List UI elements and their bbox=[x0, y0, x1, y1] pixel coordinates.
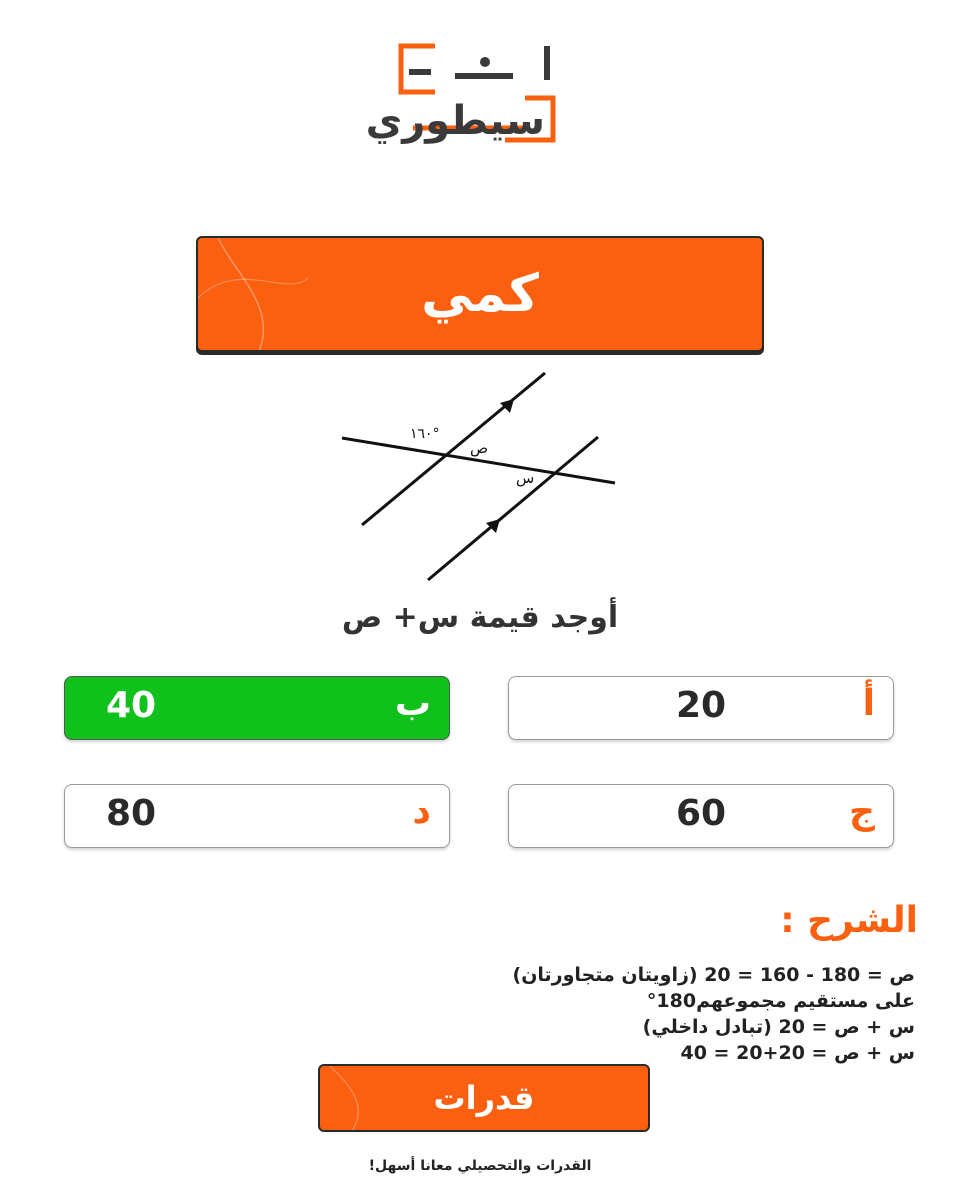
arrow-icon bbox=[500, 399, 514, 413]
section-button-label: قدرات bbox=[433, 1079, 535, 1117]
option-value: 20 bbox=[675, 685, 727, 726]
option-a[interactable] bbox=[508, 676, 894, 740]
option-c[interactable] bbox=[508, 784, 894, 848]
footer-tagline: القدرات والتحصيلي معانا أسهل! bbox=[368, 1158, 592, 1174]
option-value: 80 bbox=[105, 793, 157, 834]
category-banner bbox=[196, 236, 764, 352]
parallel-lines-diagram bbox=[330, 365, 630, 590]
parallel-line-2 bbox=[428, 437, 598, 580]
explanation-line: س + ص = 20+20 = 40 bbox=[680, 1042, 915, 1064]
option-letter: أ bbox=[862, 683, 875, 724]
logo-wordmark: سيطوري bbox=[365, 98, 545, 144]
option-letter: ج bbox=[849, 791, 875, 832]
option-value: 40 bbox=[105, 685, 157, 726]
option-d[interactable] bbox=[64, 784, 450, 848]
option-letter: ب bbox=[394, 683, 431, 724]
option-letter: د bbox=[412, 791, 431, 832]
explanation-line: ص = 180 - 160 = 20 (زاويتان متجاورتان) bbox=[512, 964, 915, 986]
brand-logo bbox=[365, 40, 565, 150]
explanation-body bbox=[315, 962, 915, 1066]
explanation-line: على مستقيم مجموعهم180° bbox=[646, 990, 915, 1012]
parallel-line-1 bbox=[362, 373, 545, 525]
option-value: 60 bbox=[675, 793, 727, 834]
angle-label: ١٦٠° bbox=[410, 426, 440, 442]
label-y: ص bbox=[470, 439, 489, 457]
option-b[interactable] bbox=[64, 676, 450, 740]
category-label: كمي bbox=[421, 264, 539, 324]
explanation-title: الشرح : bbox=[780, 900, 918, 941]
question-text: أوجد قيمة س+ ص bbox=[341, 600, 619, 635]
label-x: س bbox=[516, 469, 535, 487]
explanation-line: س + ص = 20 (تبادل داخلي) bbox=[642, 1016, 915, 1038]
section-button[interactable] bbox=[318, 1064, 650, 1132]
